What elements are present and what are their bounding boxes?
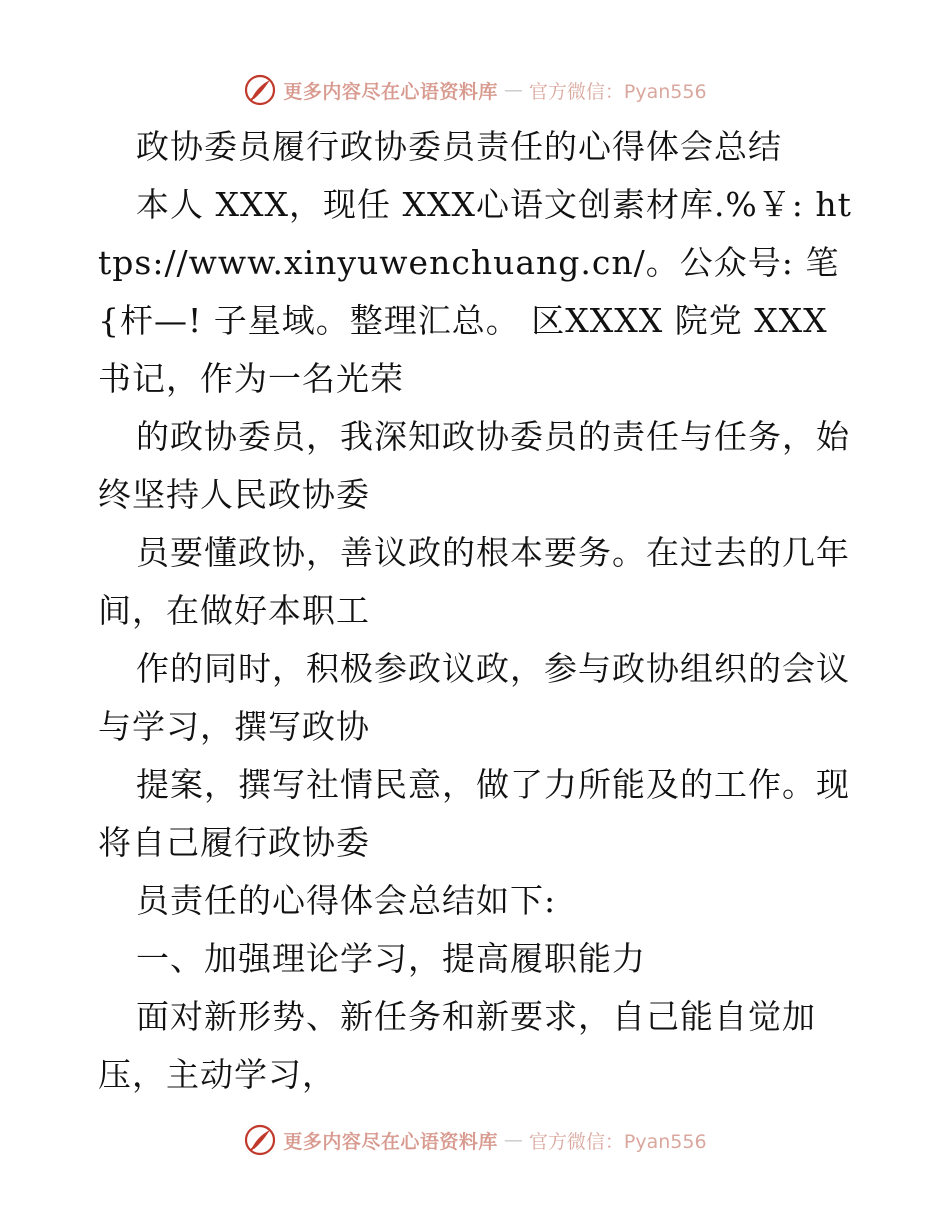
paragraph: 提案，撰写社情民意，做了力所能及的工作。现将自己履行政协委	[98, 765, 850, 862]
paragraph: 作的同时，积极参政议政，参与政协组织的会议与学习，撰写政协	[98, 649, 850, 746]
watermark-separator: —	[503, 79, 523, 101]
paragraph: 员责任的心得体会总结如下:	[136, 881, 557, 920]
section-heading: 一、加强理论学习，提高履职能力	[136, 939, 646, 978]
header-watermark	[0, 70, 950, 110]
feather-seal-icon	[243, 73, 277, 107]
feather-seal-icon	[243, 1123, 277, 1157]
watermark-text: 更多内容尽在心语资料库	[283, 1130, 498, 1153]
watermark-text: 更多内容尽在心语资料库	[283, 80, 498, 103]
document-body	[98, 118, 858, 1104]
paragraph: 的政协委员，我深知政协委员的责任与任务，始终坚持人民政协委	[98, 417, 850, 514]
watermark-separator: —	[503, 1129, 523, 1151]
paragraph: 本人 XXX，现任 XXX心语文创素材库.%￥: https://www.xinyuwenchuang.cn/。公众号: 笔{杆—! 子星域。整理汇总。 区XXXX 院党 XXX 书记，作为一名光荣	[98, 185, 852, 398]
footer-watermark	[0, 1120, 950, 1160]
paragraph: 面对新形势、新任务和新要求，自己能自觉加压，主动学习，	[98, 997, 816, 1094]
document-title: 政协委员履行政协委员责任的心得体会总结	[136, 127, 782, 166]
watermark-contact: 官方微信：Pyan556	[528, 1130, 707, 1153]
watermark-contact: 官方微信：Pyan556	[528, 80, 707, 103]
paragraph: 员要懂政协，善议政的根本要务。在过去的几年间，在做好本职工	[98, 533, 850, 630]
